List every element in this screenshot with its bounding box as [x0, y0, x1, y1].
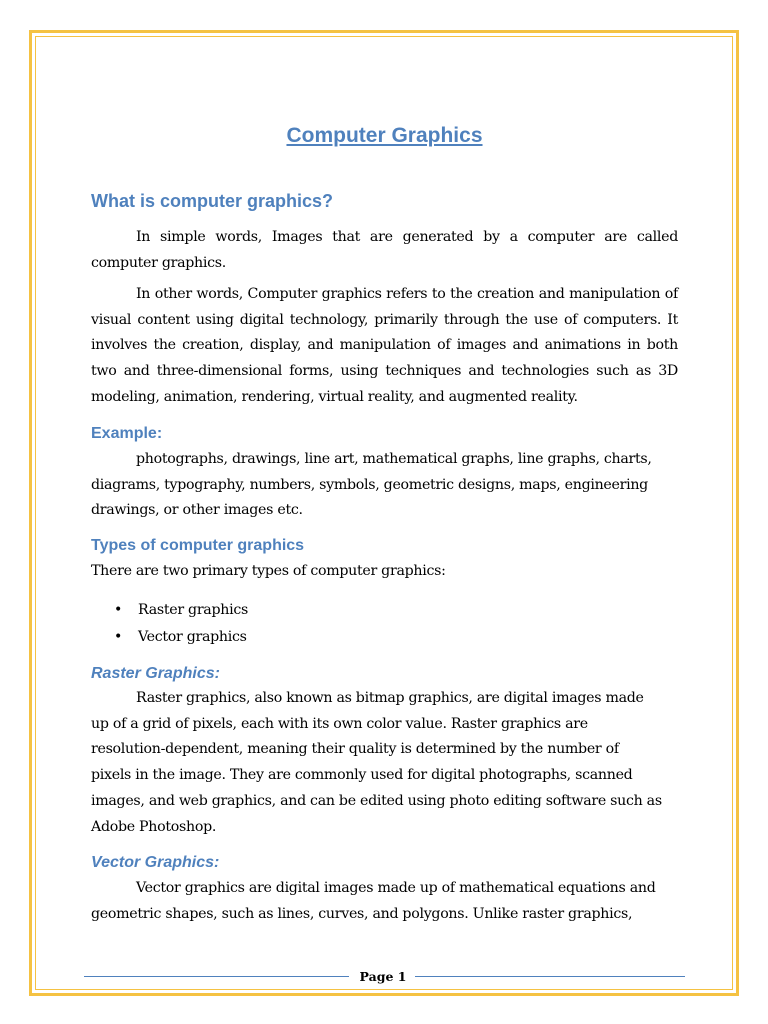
list-item-label: Vector graphics — [138, 629, 247, 645]
bullet-icon: • — [114, 602, 123, 618]
heading-what-is: What is computer graphics? — [91, 191, 334, 211]
paragraph-examples: photographs, drawings, line art, mathematical graphs, line graphs, charts, diagrams, typography, numbers, symbols, geometric designs, maps, engineering drawings, or other images etc. — [91, 451, 652, 519]
page-number: Page 1 — [359, 969, 407, 984]
paragraph-types-intro: There are two primary types of computer graphics: — [91, 563, 446, 579]
paragraph-vector: Vector graphics are digital images made up of mathematical equations and geometric shapes, such as lines, curves, and polygons. Unlike raster graphics, — [91, 880, 656, 922]
heading-example: Example: — [91, 425, 163, 442]
list-item-label: Raster graphics — [138, 602, 248, 618]
paragraph-simple-words: In simple words, Images that are generated by a computer are called computer graphics. — [91, 229, 678, 271]
types-list — [91, 598, 248, 652]
paragraph-raster: Raster graphics, also known as bitmap graphics, are digital images made up of a grid of pixels, each with its own color value. Raster graphics are resolution-dependent, meaning their quality is determined by the number of pixels in the image. They are commonly used for digital photographs, scanned images, and web graphics, and can be edited using photo editing software such as Adobe Photoshop. — [91, 690, 662, 835]
heading-types: Types of computer graphics — [91, 537, 305, 554]
list-item — [91, 625, 248, 652]
heading-vector: Vector Graphics: — [91, 854, 220, 871]
footer-rule-right — [415, 976, 685, 977]
list-item — [91, 598, 248, 625]
document-title: Computer Graphics — [286, 124, 483, 147]
paragraph-other-words: In other words, Computer graphics refers to the creation and manipulation of visual content using digital technology, primarily through the use of computers. It involves the creation, display, and manipulation of images and animations in both two and three-dimensional forms, using techniques and technologies such as 3D modeling, animation, rendering, virtual reality, and augmented reality. — [91, 286, 678, 405]
heading-raster: Raster Graphics: — [91, 665, 220, 682]
footer-rule-left — [84, 976, 349, 977]
bullet-icon: • — [114, 629, 123, 645]
